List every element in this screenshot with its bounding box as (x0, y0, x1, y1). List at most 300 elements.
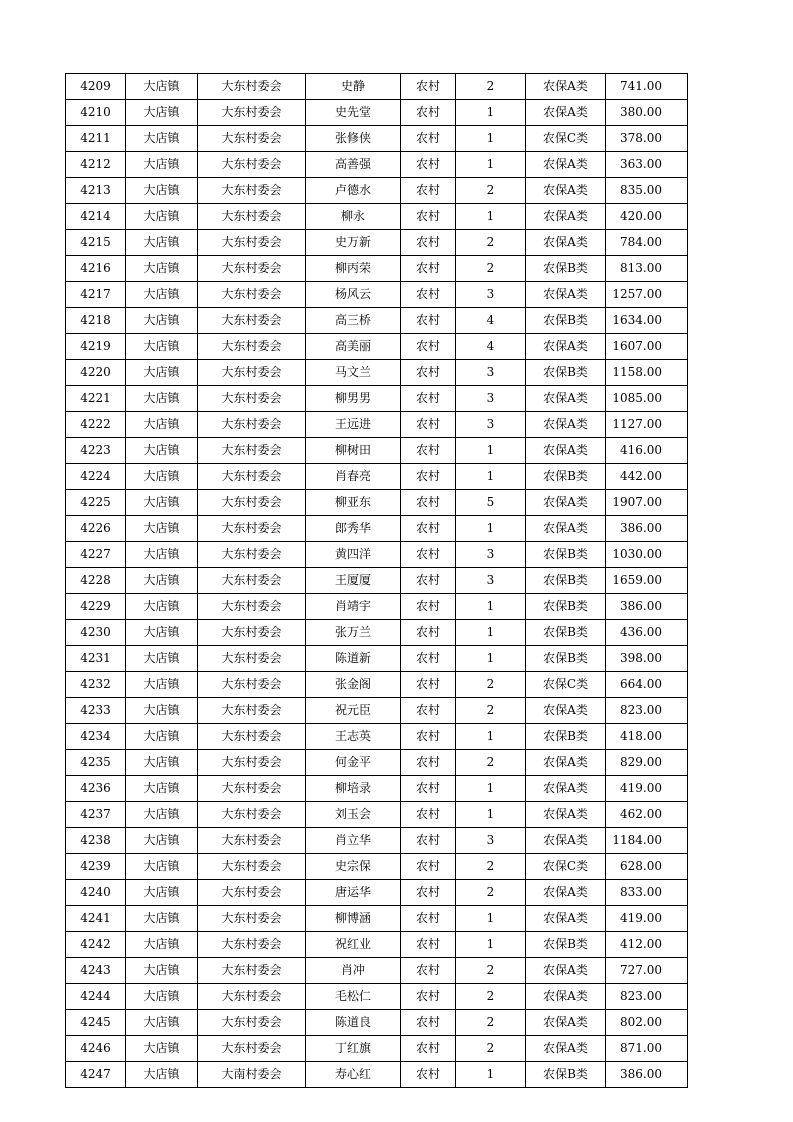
table-cell-count: 2 (456, 698, 526, 724)
table-cell-town: 大店镇 (126, 1062, 198, 1088)
table-cell-count: 2 (456, 854, 526, 880)
table-cell-id: 4216 (66, 256, 126, 282)
table-cell-type: 农村 (401, 438, 456, 464)
table-cell-town: 大店镇 (126, 568, 198, 594)
table-cell-name: 高善强 (306, 152, 401, 178)
table-row (66, 412, 688, 438)
table-cell-committee: 大东村委会 (198, 464, 306, 490)
table-cell-id: 4227 (66, 542, 126, 568)
table-cell-town: 大店镇 (126, 334, 198, 360)
table-cell-category: 农保B类 (526, 464, 606, 490)
table-cell-id: 4243 (66, 958, 126, 984)
table-row (66, 542, 688, 568)
table-cell-committee: 大东村委会 (198, 230, 306, 256)
table-cell-committee: 大东村委会 (198, 204, 306, 230)
table-cell-amount: 378.00 (606, 126, 688, 152)
table-cell-amount: 1085.00 (606, 386, 688, 412)
table-cell-count: 1 (456, 906, 526, 932)
table-row (66, 152, 688, 178)
table-cell-id: 4211 (66, 126, 126, 152)
table-cell-amount: 420.00 (606, 204, 688, 230)
table-cell-amount: 1634.00 (606, 308, 688, 334)
table-cell-type: 农村 (401, 906, 456, 932)
table-cell-amount: 1127.00 (606, 412, 688, 438)
table-cell-type: 农村 (401, 334, 456, 360)
table-cell-category: 农保B类 (526, 1062, 606, 1088)
table-cell-name: 张修侠 (306, 126, 401, 152)
table-cell-town: 大店镇 (126, 308, 198, 334)
table-cell-amount: 412.00 (606, 932, 688, 958)
table-cell-town: 大店镇 (126, 282, 198, 308)
table-cell-name: 祝元臣 (306, 698, 401, 724)
table-cell-id: 4242 (66, 932, 126, 958)
table-cell-count: 3 (456, 282, 526, 308)
table-cell-town: 大店镇 (126, 776, 198, 802)
table-row (66, 74, 688, 100)
table-cell-town: 大店镇 (126, 360, 198, 386)
table-cell-amount: 741.00 (606, 74, 688, 100)
table-cell-type: 农村 (401, 230, 456, 256)
table-cell-town: 大店镇 (126, 412, 198, 438)
table-cell-count: 2 (456, 984, 526, 1010)
table-cell-count: 3 (456, 386, 526, 412)
table-cell-category: 农保A类 (526, 880, 606, 906)
table-row (66, 1036, 688, 1062)
table-cell-name: 陈道新 (306, 646, 401, 672)
table-cell-category: 农保A类 (526, 1010, 606, 1036)
table-cell-count: 3 (456, 568, 526, 594)
table-cell-town: 大店镇 (126, 1036, 198, 1062)
table-row (66, 100, 688, 126)
table-cell-name: 肖立华 (306, 828, 401, 854)
table-cell-town: 大店镇 (126, 178, 198, 204)
table-cell-type: 农村 (401, 360, 456, 386)
table-cell-type: 农村 (401, 282, 456, 308)
table-cell-name: 肖靖宇 (306, 594, 401, 620)
table-cell-committee: 大东村委会 (198, 750, 306, 776)
table-cell-amount: 1659.00 (606, 568, 688, 594)
table-cell-amount: 1907.00 (606, 490, 688, 516)
table-cell-town: 大店镇 (126, 542, 198, 568)
table-row (66, 204, 688, 230)
table-cell-town: 大店镇 (126, 984, 198, 1010)
table-cell-count: 2 (456, 750, 526, 776)
table-cell-count: 1 (456, 152, 526, 178)
table-cell-committee: 大东村委会 (198, 308, 306, 334)
table-cell-category: 农保B类 (526, 360, 606, 386)
table-cell-type: 农村 (401, 308, 456, 334)
table-cell-id: 4233 (66, 698, 126, 724)
table-cell-count: 2 (456, 1036, 526, 1062)
table-cell-type: 农村 (401, 984, 456, 1010)
table-row (66, 464, 688, 490)
table-cell-type: 农村 (401, 698, 456, 724)
table-cell-category: 农保A类 (526, 698, 606, 724)
table-cell-committee: 大南村委会 (198, 1062, 306, 1088)
table-cell-name: 刘玉会 (306, 802, 401, 828)
table-cell-count: 1 (456, 802, 526, 828)
table-cell-town: 大店镇 (126, 646, 198, 672)
table-cell-type: 农村 (401, 490, 456, 516)
table-row (66, 776, 688, 802)
table-cell-category: 农保A类 (526, 516, 606, 542)
table-cell-id: 4247 (66, 1062, 126, 1088)
table-cell-id: 4229 (66, 594, 126, 620)
table-cell-town: 大店镇 (126, 126, 198, 152)
table-cell-count: 1 (456, 724, 526, 750)
table-cell-type: 农村 (401, 932, 456, 958)
table-cell-name: 丁红旗 (306, 1036, 401, 1062)
table-cell-category: 农保A类 (526, 750, 606, 776)
table-cell-id: 4231 (66, 646, 126, 672)
table-cell-category: 农保A类 (526, 334, 606, 360)
table-row (66, 568, 688, 594)
table-cell-town: 大店镇 (126, 594, 198, 620)
table-cell-committee: 大东村委会 (198, 802, 306, 828)
table-cell-town: 大店镇 (126, 698, 198, 724)
table-cell-committee: 大东村委会 (198, 932, 306, 958)
table-cell-committee: 大东村委会 (198, 568, 306, 594)
table-cell-town: 大店镇 (126, 880, 198, 906)
table-row (66, 646, 688, 672)
table-cell-name: 史静 (306, 74, 401, 100)
table-cell-category: 农保A类 (526, 906, 606, 932)
table-row (66, 698, 688, 724)
table-row (66, 906, 688, 932)
table-cell-type: 农村 (401, 542, 456, 568)
table-cell-committee: 大东村委会 (198, 100, 306, 126)
table-body (66, 74, 688, 1088)
table-cell-type: 农村 (401, 516, 456, 542)
table-cell-committee: 大东村委会 (198, 828, 306, 854)
table-cell-name: 柳永 (306, 204, 401, 230)
table-cell-category: 农保A类 (526, 776, 606, 802)
table-cell-town: 大店镇 (126, 74, 198, 100)
table-cell-name: 马文兰 (306, 360, 401, 386)
table-cell-amount: 398.00 (606, 646, 688, 672)
table-cell-id: 4234 (66, 724, 126, 750)
table-cell-name: 郎秀华 (306, 516, 401, 542)
table-cell-count: 1 (456, 620, 526, 646)
table-cell-category: 农保A类 (526, 152, 606, 178)
table-cell-id: 4226 (66, 516, 126, 542)
table-cell-category: 农保A类 (526, 282, 606, 308)
table-cell-id: 4220 (66, 360, 126, 386)
table-cell-category: 农保A类 (526, 802, 606, 828)
table-row (66, 438, 688, 464)
table-cell-id: 4215 (66, 230, 126, 256)
table-cell-id: 4241 (66, 906, 126, 932)
table-cell-count: 2 (456, 1010, 526, 1036)
table-row (66, 958, 688, 984)
table-cell-id: 4240 (66, 880, 126, 906)
table-cell-committee: 大东村委会 (198, 984, 306, 1010)
table-cell-type: 农村 (401, 1036, 456, 1062)
table-cell-committee: 大东村委会 (198, 724, 306, 750)
table-cell-name: 柳亚东 (306, 490, 401, 516)
table-cell-committee: 大东村委会 (198, 334, 306, 360)
table-cell-name: 唐运华 (306, 880, 401, 906)
table-cell-id: 4239 (66, 854, 126, 880)
table-cell-committee: 大东村委会 (198, 958, 306, 984)
table-cell-id: 4246 (66, 1036, 126, 1062)
table-cell-amount: 628.00 (606, 854, 688, 880)
table-cell-town: 大店镇 (126, 516, 198, 542)
table-cell-id: 4213 (66, 178, 126, 204)
table-cell-committee: 大东村委会 (198, 256, 306, 282)
table-cell-count: 1 (456, 464, 526, 490)
table-row (66, 282, 688, 308)
table-cell-committee: 大东村委会 (198, 620, 306, 646)
table-cell-type: 农村 (401, 750, 456, 776)
table-cell-amount: 823.00 (606, 698, 688, 724)
table-cell-committee: 大东村委会 (198, 594, 306, 620)
table-cell-town: 大店镇 (126, 828, 198, 854)
table-cell-committee: 大东村委会 (198, 698, 306, 724)
table-cell-name: 张万兰 (306, 620, 401, 646)
table-cell-count: 2 (456, 230, 526, 256)
table-cell-amount: 784.00 (606, 230, 688, 256)
table-cell-type: 农村 (401, 672, 456, 698)
table-row (66, 984, 688, 1010)
table-cell-amount: 418.00 (606, 724, 688, 750)
table-cell-name: 黄四洋 (306, 542, 401, 568)
table-cell-name: 柳博涵 (306, 906, 401, 932)
table-cell-id: 4219 (66, 334, 126, 360)
table-row (66, 334, 688, 360)
table-cell-category: 农保A类 (526, 204, 606, 230)
table-cell-committee: 大东村委会 (198, 880, 306, 906)
table-cell-name: 卢德水 (306, 178, 401, 204)
table-cell-name: 张金阁 (306, 672, 401, 698)
table-cell-id: 4232 (66, 672, 126, 698)
table-cell-category: 农保C类 (526, 854, 606, 880)
table-cell-amount: 727.00 (606, 958, 688, 984)
table-cell-type: 农村 (401, 204, 456, 230)
table-cell-id: 4214 (66, 204, 126, 230)
table-cell-type: 农村 (401, 828, 456, 854)
table-cell-category: 农保B类 (526, 932, 606, 958)
table-cell-town: 大店镇 (126, 152, 198, 178)
table-cell-name: 祝红业 (306, 932, 401, 958)
table-cell-town: 大店镇 (126, 906, 198, 932)
table-cell-committee: 大东村委会 (198, 516, 306, 542)
table-cell-town: 大店镇 (126, 1010, 198, 1036)
table-cell-name: 柳树田 (306, 438, 401, 464)
table-cell-amount: 813.00 (606, 256, 688, 282)
table-cell-committee: 大东村委会 (198, 360, 306, 386)
table-cell-category: 农保B类 (526, 308, 606, 334)
table-cell-town: 大店镇 (126, 386, 198, 412)
table-cell-count: 1 (456, 438, 526, 464)
table-cell-type: 农村 (401, 100, 456, 126)
table-row (66, 594, 688, 620)
table-cell-id: 4237 (66, 802, 126, 828)
table-cell-id: 4225 (66, 490, 126, 516)
table-cell-id: 4223 (66, 438, 126, 464)
table-row (66, 386, 688, 412)
table-cell-name: 柳男男 (306, 386, 401, 412)
table-cell-category: 农保B类 (526, 620, 606, 646)
table-cell-amount: 363.00 (606, 152, 688, 178)
table-row (66, 828, 688, 854)
table-cell-town: 大店镇 (126, 620, 198, 646)
table-cell-town: 大店镇 (126, 958, 198, 984)
table-cell-category: 农保B类 (526, 568, 606, 594)
table-cell-committee: 大东村委会 (198, 490, 306, 516)
table-cell-type: 农村 (401, 464, 456, 490)
table-cell-count: 2 (456, 672, 526, 698)
table-cell-count: 1 (456, 516, 526, 542)
table-cell-amount: 386.00 (606, 516, 688, 542)
table-cell-name: 王远进 (306, 412, 401, 438)
table-cell-amount: 419.00 (606, 776, 688, 802)
table-cell-type: 农村 (401, 74, 456, 100)
table-cell-category: 农保C类 (526, 126, 606, 152)
table-cell-committee: 大东村委会 (198, 412, 306, 438)
table-cell-committee: 大东村委会 (198, 1036, 306, 1062)
table-cell-count: 2 (456, 74, 526, 100)
table-cell-name: 肖春亮 (306, 464, 401, 490)
table-cell-count: 2 (456, 880, 526, 906)
table-cell-type: 农村 (401, 386, 456, 412)
table-cell-type: 农村 (401, 620, 456, 646)
table-cell-name: 柳培录 (306, 776, 401, 802)
table-cell-type: 农村 (401, 958, 456, 984)
table-cell-committee: 大东村委会 (198, 646, 306, 672)
table-cell-category: 农保C类 (526, 672, 606, 698)
table-cell-count: 1 (456, 776, 526, 802)
table-cell-count: 3 (456, 828, 526, 854)
table-cell-id: 4222 (66, 412, 126, 438)
table-row (66, 256, 688, 282)
table-row (66, 230, 688, 256)
table-cell-amount: 1257.00 (606, 282, 688, 308)
table-row (66, 1010, 688, 1036)
table-cell-category: 农保B类 (526, 646, 606, 672)
table-cell-category: 农保A类 (526, 1036, 606, 1062)
table-cell-count: 1 (456, 126, 526, 152)
table-cell-type: 农村 (401, 568, 456, 594)
table-cell-category: 农保B类 (526, 256, 606, 282)
table-cell-count: 2 (456, 178, 526, 204)
table-cell-type: 农村 (401, 646, 456, 672)
table-cell-name: 史宗保 (306, 854, 401, 880)
table-cell-name: 王厦厦 (306, 568, 401, 594)
table-cell-name: 柳丙荣 (306, 256, 401, 282)
table-cell-town: 大店镇 (126, 464, 198, 490)
table-cell-type: 农村 (401, 1062, 456, 1088)
table-cell-type: 农村 (401, 854, 456, 880)
table-cell-committee: 大东村委会 (198, 74, 306, 100)
table-cell-count: 3 (456, 412, 526, 438)
table-cell-category: 农保A类 (526, 490, 606, 516)
table-cell-type: 农村 (401, 178, 456, 204)
table-cell-amount: 1158.00 (606, 360, 688, 386)
table-cell-type: 农村 (401, 1010, 456, 1036)
table-row (66, 932, 688, 958)
table-cell-name: 毛松仁 (306, 984, 401, 1010)
table-row (66, 516, 688, 542)
table-cell-committee: 大东村委会 (198, 126, 306, 152)
table-row (66, 308, 688, 334)
table-cell-town: 大店镇 (126, 490, 198, 516)
table-cell-type: 农村 (401, 412, 456, 438)
table-cell-committee: 大东村委会 (198, 776, 306, 802)
table-cell-type: 农村 (401, 594, 456, 620)
table-cell-committee: 大东村委会 (198, 386, 306, 412)
table-cell-amount: 419.00 (606, 906, 688, 932)
table-cell-amount: 823.00 (606, 984, 688, 1010)
table-cell-count: 4 (456, 334, 526, 360)
table-cell-committee: 大东村委会 (198, 542, 306, 568)
table-cell-town: 大店镇 (126, 100, 198, 126)
table-cell-id: 4236 (66, 776, 126, 802)
table-cell-committee: 大东村委会 (198, 152, 306, 178)
table-cell-count: 2 (456, 958, 526, 984)
table-cell-town: 大店镇 (126, 204, 198, 230)
table-cell-id: 4210 (66, 100, 126, 126)
table-cell-amount: 436.00 (606, 620, 688, 646)
table-cell-id: 4244 (66, 984, 126, 1010)
table-cell-type: 农村 (401, 776, 456, 802)
table-row (66, 880, 688, 906)
table-cell-amount: 835.00 (606, 178, 688, 204)
table-cell-name: 寿心红 (306, 1062, 401, 1088)
table-cell-category: 农保A类 (526, 438, 606, 464)
table-cell-amount: 380.00 (606, 100, 688, 126)
table-cell-amount: 462.00 (606, 802, 688, 828)
table-cell-id: 4218 (66, 308, 126, 334)
table-cell-committee: 大东村委会 (198, 672, 306, 698)
table-cell-town: 大店镇 (126, 750, 198, 776)
table-cell-count: 3 (456, 360, 526, 386)
table-cell-committee: 大东村委会 (198, 854, 306, 880)
table-cell-type: 农村 (401, 126, 456, 152)
table-cell-count: 1 (456, 646, 526, 672)
table-cell-type: 农村 (401, 152, 456, 178)
table-cell-committee: 大东村委会 (198, 438, 306, 464)
table-row (66, 1062, 688, 1088)
table-cell-amount: 1184.00 (606, 828, 688, 854)
table-cell-committee: 大东村委会 (198, 1010, 306, 1036)
table-cell-type: 农村 (401, 880, 456, 906)
table-cell-name: 高美丽 (306, 334, 401, 360)
table-cell-count: 3 (456, 542, 526, 568)
table-cell-town: 大店镇 (126, 672, 198, 698)
table-cell-category: 农保A类 (526, 386, 606, 412)
table-cell-amount: 1607.00 (606, 334, 688, 360)
table-cell-category: 农保A类 (526, 828, 606, 854)
table-cell-amount: 386.00 (606, 594, 688, 620)
table-cell-amount: 833.00 (606, 880, 688, 906)
table-cell-town: 大店镇 (126, 802, 198, 828)
table-cell-town: 大店镇 (126, 932, 198, 958)
table-cell-count: 1 (456, 594, 526, 620)
table-cell-category: 农保A类 (526, 74, 606, 100)
table-row (66, 854, 688, 880)
table-cell-count: 1 (456, 932, 526, 958)
table-row (66, 724, 688, 750)
table-cell-category: 农保A类 (526, 230, 606, 256)
table-cell-town: 大店镇 (126, 854, 198, 880)
table-cell-count: 1 (456, 204, 526, 230)
table-cell-town: 大店镇 (126, 724, 198, 750)
table-cell-amount: 664.00 (606, 672, 688, 698)
table-cell-name: 史万新 (306, 230, 401, 256)
table-row (66, 360, 688, 386)
table-row (66, 126, 688, 152)
